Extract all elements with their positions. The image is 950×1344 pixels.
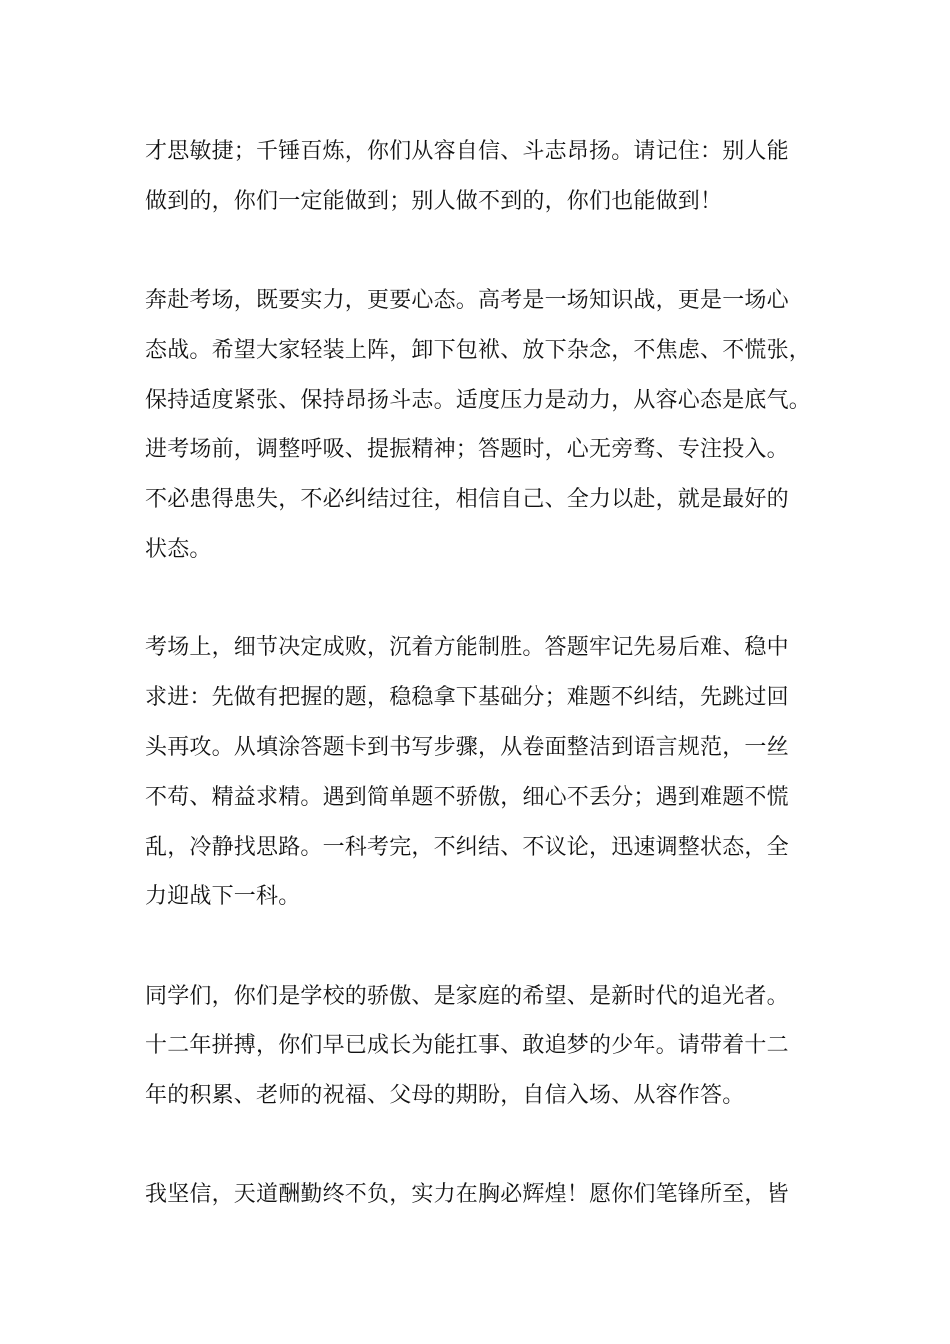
- paragraph-3-line-4: 不苟、精益求精。遇到简单题不骄傲，细心不丢分；遇到难题不慌: [145, 785, 789, 810]
- paragraph-2-line-5: 不必患得患失，不必纠结过往，相信自己、全力以赴，就是最好的: [145, 487, 789, 512]
- paragraph-2-line-3: 保持适度紧张、保持昂扬斗志。适度压力是动力，从容心态是底气。: [145, 388, 812, 413]
- paragraph-2-line-2: 态战。希望大家轻装上阵，卸下包袱、放下杂念，不焦虑、不慌张，: [145, 338, 812, 363]
- paragraph-1-line-2: 做到的，你们一定能做到；别人做不到的，你们也能做到！: [145, 189, 723, 214]
- paragraph-4-line-3: 年的积累、老师的祝福、父母的期盼，自信入场、从容作答。: [145, 1083, 745, 1108]
- paragraph-3-line-2: 求进：先做有把握的题，稳稳拿下基础分；难题不纠结，先跳过回: [145, 685, 789, 710]
- paragraph-1-line-1: 才思敏捷；千锤百炼，你们从容自信、斗志昂扬。请记住：别人能: [145, 139, 789, 164]
- paragraph-3-line-1: 考场上，细节决定成败，沉着方能制胜。答题牢记先易后难、稳中: [145, 635, 789, 660]
- paragraph-3-line-5: 乱，冷静找思路。一科考完，不纠结、不议论，迅速调整状态，全: [145, 835, 789, 860]
- paragraph-3-line-3: 头再攻。从填涂答题卡到书写步骤，从卷面整洁到语言规范，一丝: [145, 735, 789, 760]
- paragraph-3-line-6: 力迎战下一科。: [145, 884, 301, 909]
- paragraph-2-line-4: 进考场前，调整呼吸、提振精神；答题时，心无旁骛、专注投入。: [145, 437, 789, 462]
- paragraph-4-line-1: 同学们，你们是学校的骄傲、是家庭的希望、是新时代的追光者。: [145, 984, 789, 1009]
- paragraph-2-line-6: 状态。: [145, 537, 212, 562]
- paragraph-5-line-1: 我坚信，天道酬勤终不负，实力在胸必辉煌！愿你们笔锋所至，皆: [145, 1182, 789, 1207]
- paragraph-2-line-1: 奔赴考场，既要实力，更要心态。高考是一场知识战，更是一场心: [145, 288, 789, 313]
- paragraph-4-line-2: 十二年拼搏，你们早已成长为能扛事、敢追梦的少年。请带着十二: [145, 1033, 789, 1058]
